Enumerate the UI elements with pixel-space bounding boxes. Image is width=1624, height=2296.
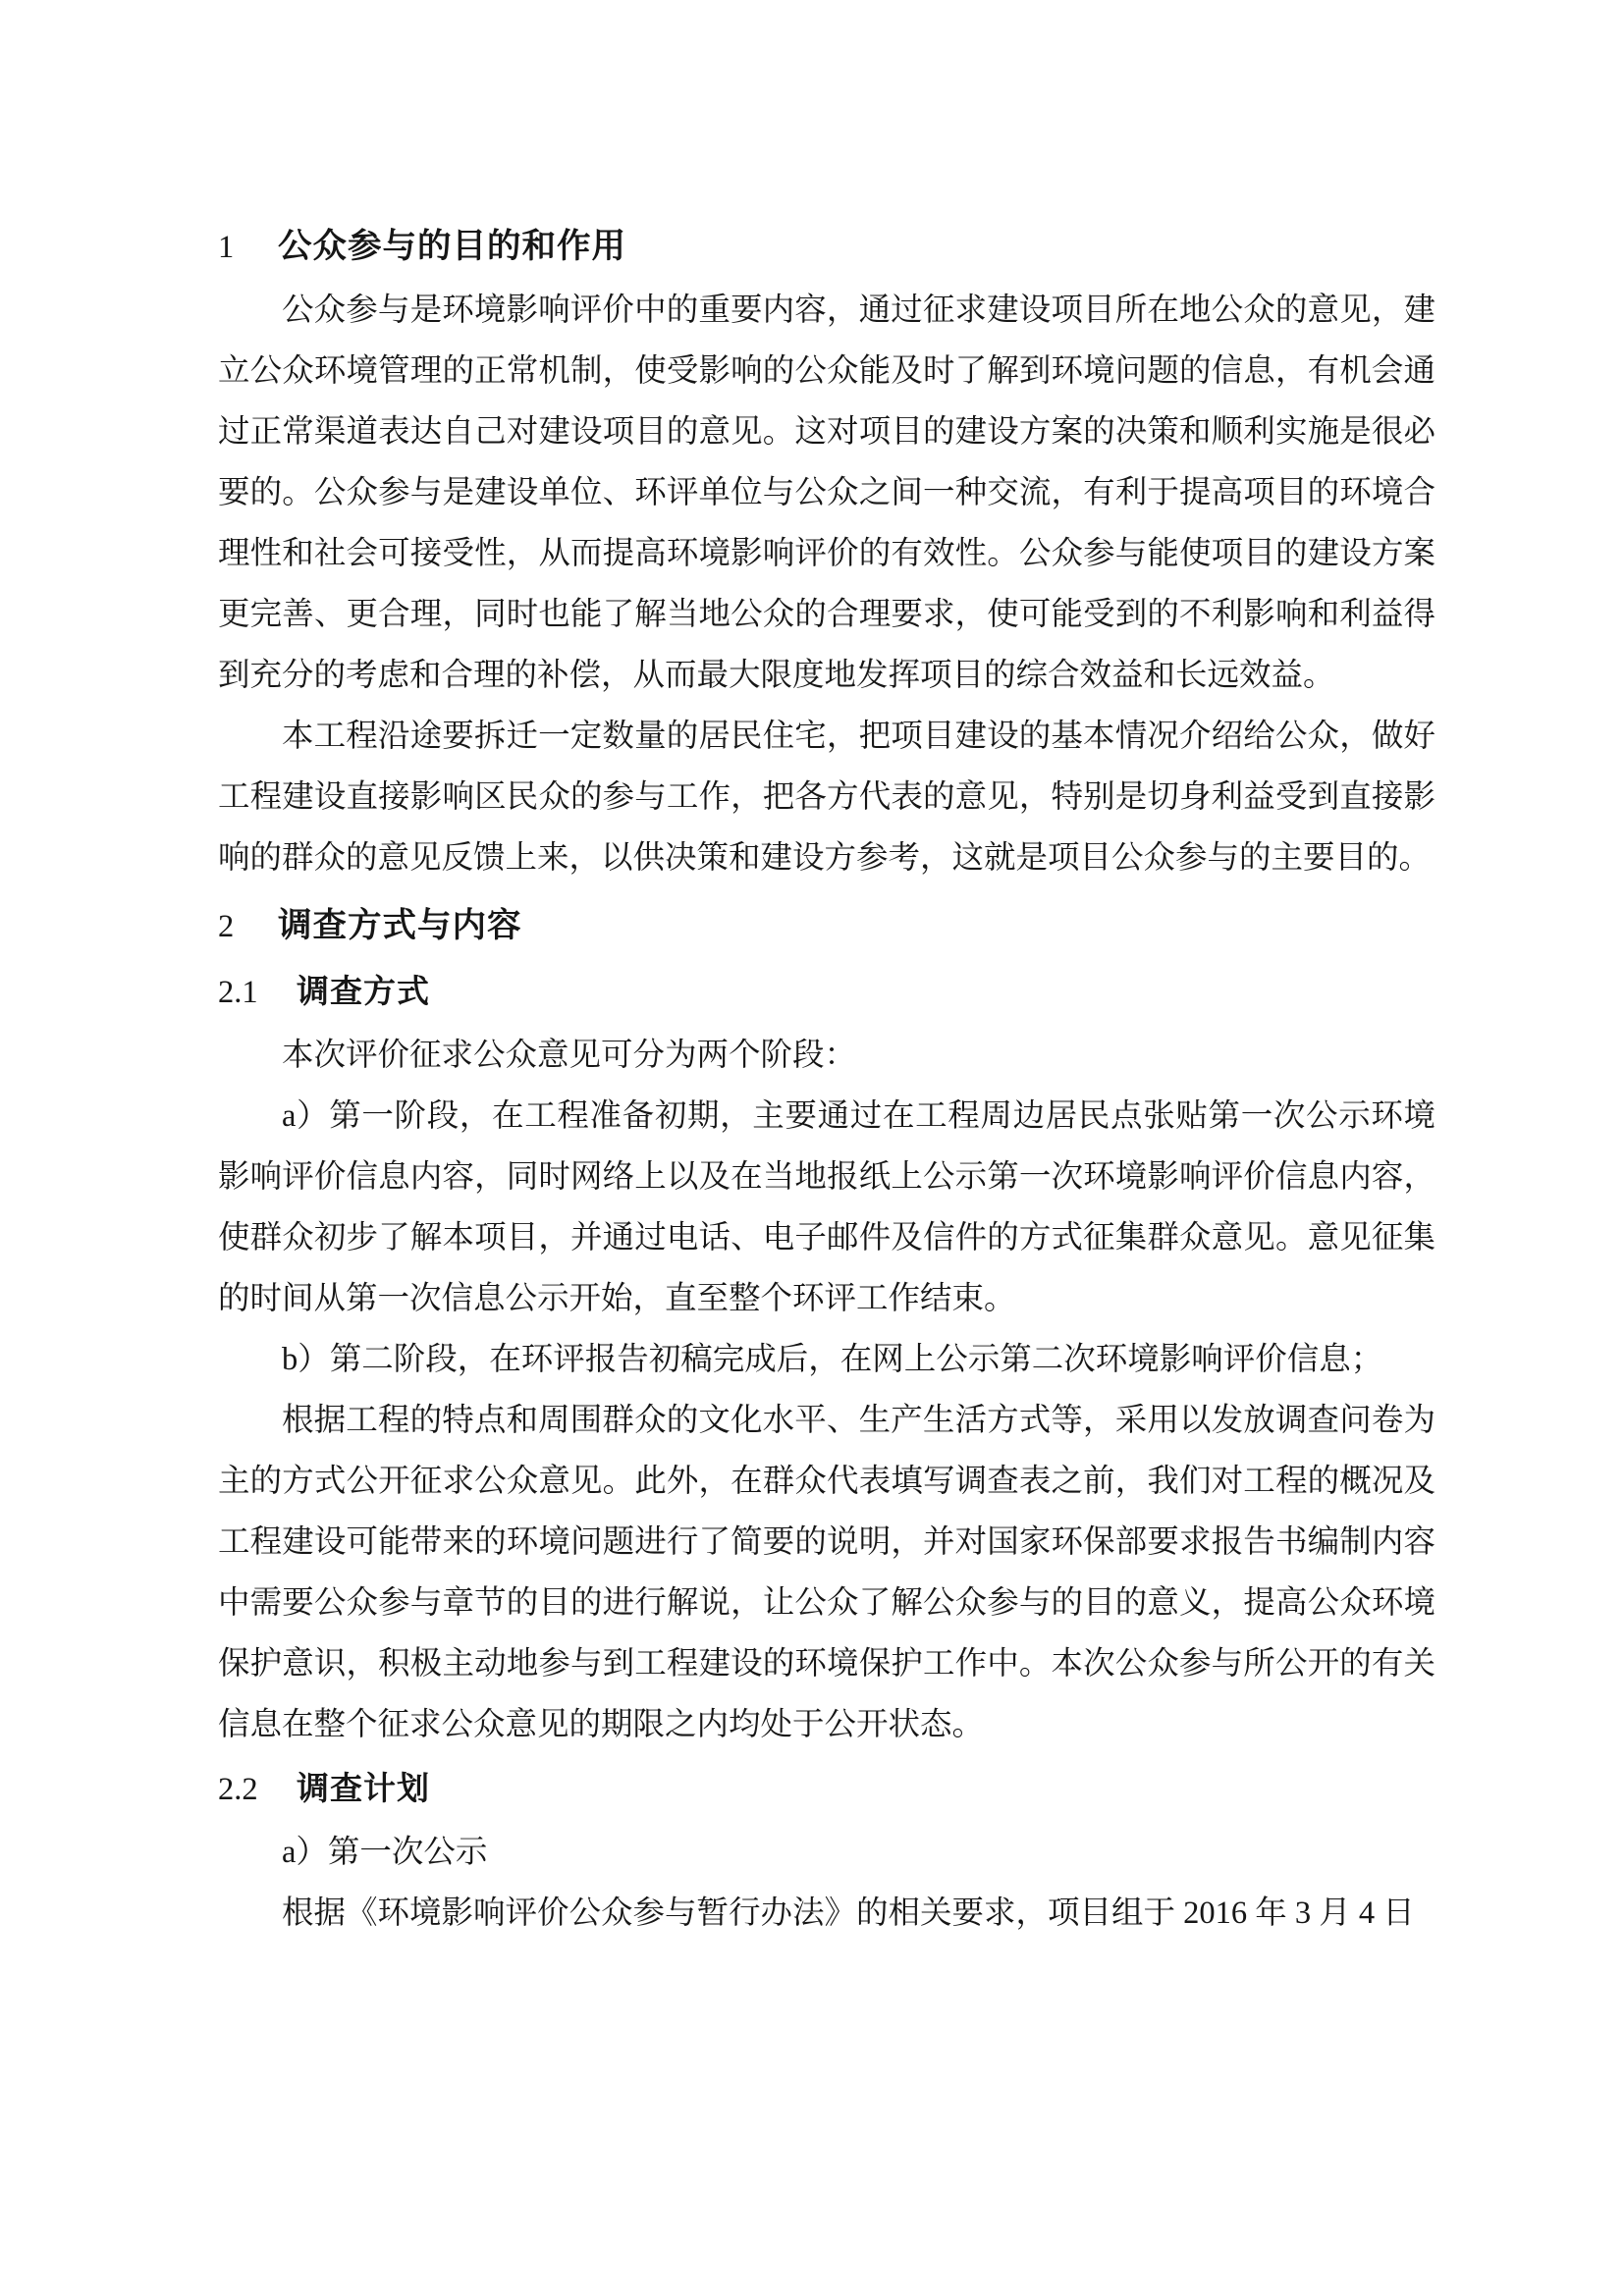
section-title: 调查方式与内容 — [278, 906, 522, 945]
section-heading-1 — [218, 211, 1435, 279]
paragraph: 公众参与是环境影响评价中的重要内容，通过征求建设项目所在地公众的意见，建立公众环境管理的正常机制，使受影响的公众能及时了解到环境问题的信息，有机会通过正常渠道表达自己对建设项目的意见。这对项目的建设方案的决策和顺利实施是很必要的。公众参与是建设单位、环评单位与公众之间一种交流，有利于提高项目的环境合理性和社会可接受性，从而提高环境影响评价的有效性。公众参与能使项目的建设方案更完善、更合理，同时也能了解当地公众的合理要求，使可能受到的不利影响和利益得到充分的考虑和合理的补偿，从而最大限度地发挥项目的综合效益和长远效益。 — [218, 293, 1435, 693]
section-number: 1 — [218, 230, 235, 265]
document-content — [218, 209, 1435, 1944]
subsection-heading-2-2 — [218, 1757, 1435, 1821]
subsection-heading-2-1 — [218, 960, 1435, 1024]
paragraph: 根据工程的特点和周围群众的文化水平、生产生活方式等，采用以发放调查问卷为主的方式公开征求公众意见。此外，在群众代表填写调查表之前，我们对工程的概况及工程建设可能带来的环境问题进行了简要的说明，并对国家环保部要求报告书编制内容中需要公众参与章节的目的进行解说，让公众了解公众参与的目的意义，提高公众环境保护意识，积极主动地参与到工程建设的环境保护工作中。本次公众参与所公开的有关信息在整个征求公众意见的期限之内均处于公开状态。 — [218, 1403, 1435, 1742]
section-heading-2 — [218, 890, 1435, 958]
section-title: 公众参与的目的和作用 — [278, 227, 626, 266]
paragraph: b）第二阶段，在环评报告初稿完成后，在网上公示第二次环境影响评价信息； — [282, 1342, 1383, 1377]
paragraph: a）第一阶段，在工程准备初期，主要通过在工程周边居民点张贴第一次公示环境影响评价信息内容，同时网络上以及在当地报纸上公示第一次环境影响评价信息内容，使群众初步了解本项目，并通过电话、电子邮件及信件的方式征集群众意见。意见征集的时间从第一次信息公示开始，直至整个环评工作结束。 — [218, 1098, 1435, 1316]
subsection-title: 调查计划 — [297, 1769, 430, 1807]
paragraph: 本工程沿途要拆迁一定数量的居民住宅，把项目建设的基本情况介绍给公众，做好工程建设直接影响区民众的参与工作，把各方代表的意见，特别是切身利益受到直接影响的群众的意见反馈上来，以供决策和建设方参考，这就是项目公众参与的主要目的。 — [218, 719, 1435, 876]
paragraph: 本次评价征求公众意见可分为两个阶段： — [282, 1038, 857, 1073]
section-number: 2 — [218, 909, 235, 944]
subsection-title: 调查方式 — [297, 972, 430, 1010]
paragraph: a）第一次公示 — [282, 1835, 488, 1870]
subsection-number: 2.2 — [218, 1772, 258, 1807]
subsection-number: 2.1 — [218, 975, 258, 1010]
paragraph: 根据《环境影响评价公众参与暂行办法》的相关要求，项目组于 2016 年 3 月 4 日 — [282, 1896, 1415, 1931]
